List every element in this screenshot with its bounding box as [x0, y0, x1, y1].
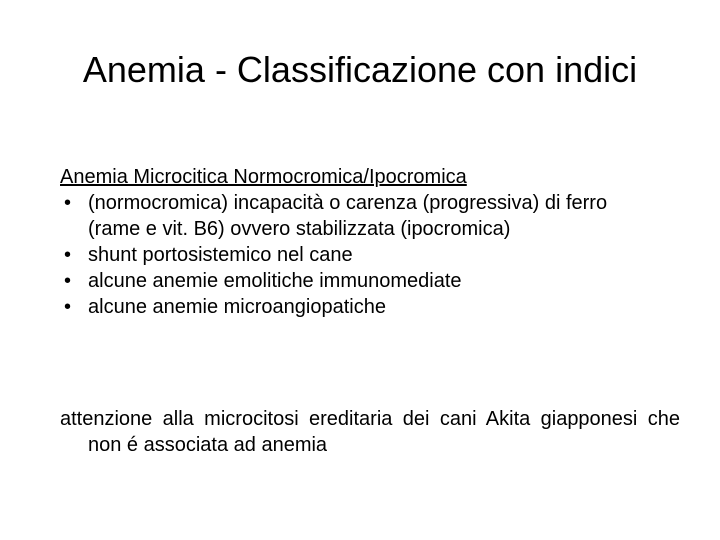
list-item — [60, 190, 655, 242]
bullet-icon: • — [64, 244, 72, 266]
list-item — [60, 268, 655, 294]
list-item-text: shunt portosistemico nel cane — [88, 244, 353, 266]
list-item-text: alcune anemie microangiopatiche — [88, 296, 386, 318]
slide-content — [60, 164, 655, 320]
list-item — [60, 294, 655, 320]
slide-title: Anemia - Classificazione con indici — [82, 49, 638, 90]
section-heading: Anemia Microcitica Normocromica/Ipocromica — [60, 166, 467, 188]
bullet-icon: • — [64, 270, 72, 292]
bullet-icon: • — [64, 192, 72, 214]
list-item — [60, 242, 655, 268]
list-item-text: (normocromica) incapacità o carenza (progressiva) di ferro (rame e vit. B6) ovvero stabilizzata (ipocromica) — [88, 192, 608, 240]
footnote-paragraph: attenzione alla microcitosi ereditaria dei cani Akita giapponesi che non é associata ad anemia — [60, 408, 680, 456]
list-item-text: alcune anemie emolitiche immunomediate — [88, 270, 462, 292]
bullet-icon: • — [64, 296, 72, 318]
bullet-list — [60, 190, 655, 320]
